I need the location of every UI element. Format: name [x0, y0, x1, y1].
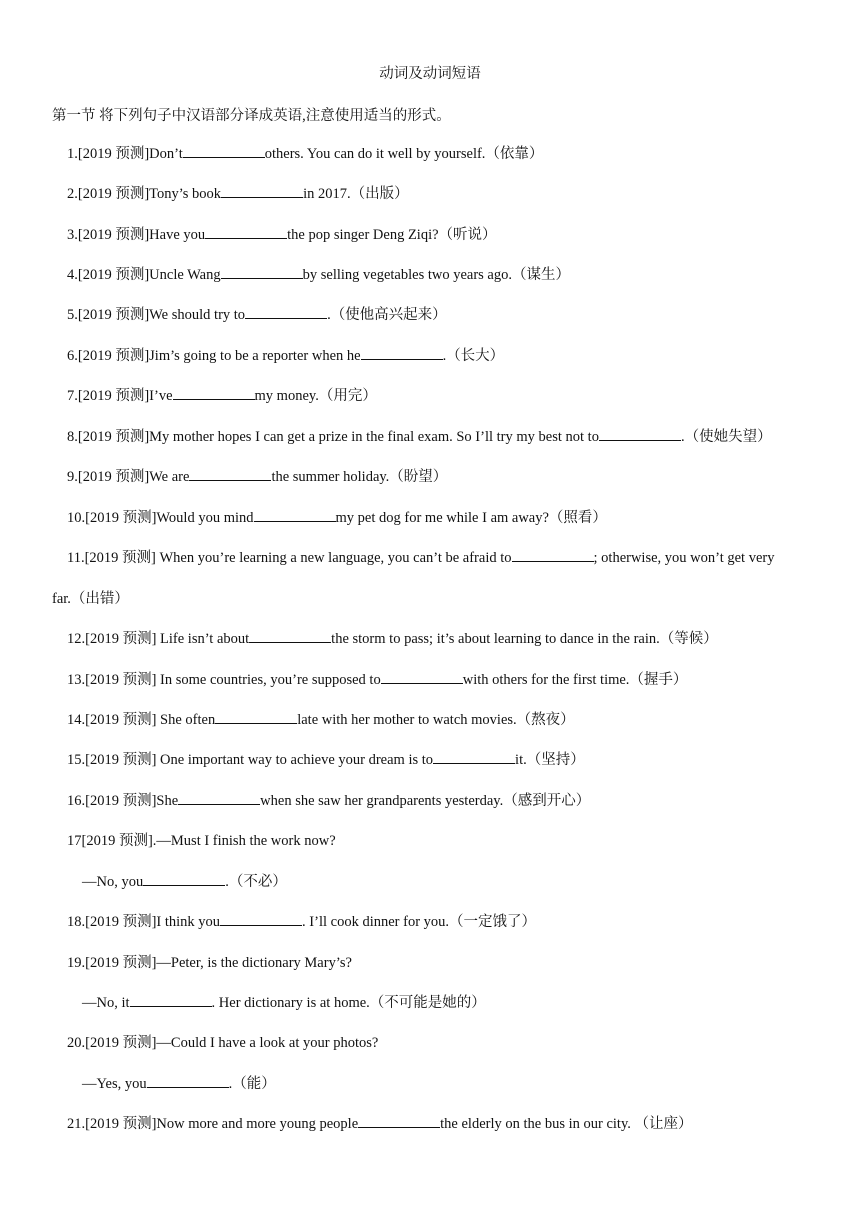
answer-blank[interactable] — [381, 671, 463, 684]
question-text: my pet dog for me while I am away?（照看） — [335, 510, 607, 526]
question-21 — [67, 1115, 693, 1133]
question-8 — [67, 428, 772, 446]
question-16 — [67, 792, 590, 810]
question-9 — [67, 468, 447, 486]
question-10 — [67, 509, 607, 527]
answer-blank[interactable] — [215, 711, 297, 724]
answer-blank[interactable] — [147, 1075, 229, 1088]
answer-blank[interactable] — [221, 266, 303, 279]
answer-blank[interactable] — [183, 145, 265, 158]
question-text: 12.[2019 预测] Life isn’t about — [67, 631, 250, 647]
answer-blank[interactable] — [220, 913, 302, 926]
answer-blank[interactable] — [254, 509, 336, 522]
question-text: others. You can do it well by yourself.（依靠） — [264, 146, 544, 162]
answer-blank[interactable] — [130, 994, 212, 1007]
question-text: 13.[2019 预测] In some countries, you’re supposed to — [67, 672, 381, 688]
question-text: 16.[2019 预测]She — [67, 793, 179, 809]
question-text: the storm to pass; it’s about learning to dance in the rain.（等候） — [331, 631, 718, 647]
question-14 — [67, 711, 575, 729]
question-5 — [67, 306, 447, 324]
question-text: 10.[2019 预测]Would you mind — [67, 510, 254, 526]
question-text: .（使他高兴起来） — [327, 307, 447, 323]
answer-blank[interactable] — [512, 549, 594, 562]
page-title: 动词及动词短语 — [379, 66, 481, 82]
question-text: it.（坚持） — [515, 752, 585, 768]
reply-text: .（能） — [228, 1076, 276, 1092]
section-heading: 第一节 将下列句子中汉语部分译成英语,注意使用适当的形式。 — [52, 108, 451, 124]
answer-blank[interactable] — [361, 347, 443, 360]
question-19: 19.[2019 预测]—Peter, is the dictionary Mary’s? — [67, 955, 352, 971]
question-17: 17[2019 预测].—Must I finish the work now? — [67, 833, 336, 849]
answer-blank[interactable] — [358, 1115, 440, 1128]
question-12 — [67, 630, 718, 648]
question-text: .（使她失望） — [680, 429, 772, 445]
answer-blank[interactable] — [189, 468, 271, 481]
reply-text: —No, it — [82, 995, 130, 1011]
answer-blank[interactable] — [173, 387, 255, 400]
question-text: 14.[2019 预测] She often — [67, 712, 216, 728]
question-text: 11.[2019 预测] When you’re learning a new language, you can’t be afraid to — [67, 550, 512, 566]
question-text: 1.[2019 预测]Don’t — [67, 146, 183, 162]
answer-blank[interactable] — [245, 306, 327, 319]
question-text: when she saw her grandparents yesterday.（感到开心） — [260, 793, 591, 809]
question-text: 5.[2019 预测]We should try to — [67, 307, 246, 323]
question-text: the summer holiday.（盼望） — [271, 469, 448, 485]
question-1 — [67, 145, 543, 163]
question-text: my money.（用完） — [254, 388, 377, 404]
question-6 — [67, 347, 504, 365]
question-text: .（长大） — [442, 348, 505, 364]
question-text: the pop singer Deng Ziqi?（听说） — [287, 227, 497, 243]
reply-text: —Yes, you — [82, 1076, 147, 1092]
question-text: 6.[2019 预测]Jim’s going to be a reporter when he — [67, 348, 361, 364]
question-4 — [67, 266, 570, 284]
question-18 — [67, 913, 536, 931]
question-text: late with her mother to watch movies.（熬夜） — [297, 712, 575, 728]
question-text: 9.[2019 预测]We are — [67, 469, 190, 485]
answer-blank[interactable] — [178, 792, 260, 805]
question-text: 8.[2019 预测]My mother hopes I can get a prize in the final exam. So I’ll try my best not to — [67, 429, 599, 445]
answer-blank[interactable] — [433, 751, 515, 764]
answer-blank[interactable] — [143, 873, 225, 886]
question-2 — [67, 185, 409, 203]
answer-blank[interactable] — [249, 630, 331, 643]
question-11 — [67, 549, 774, 567]
answer-blank[interactable] — [221, 185, 303, 198]
question-13 — [67, 671, 687, 689]
question-17-reply — [82, 873, 287, 891]
question-text: the elderly on the bus in our city. （让座） — [440, 1116, 693, 1132]
question-20-reply — [82, 1075, 276, 1093]
question-text: 18.[2019 预测]I think you — [67, 914, 221, 930]
question-text: 2.[2019 预测]Tony’s book — [67, 186, 222, 202]
answer-blank[interactable] — [599, 428, 681, 441]
reply-text: . Her dictionary is at home.（不可能是她的） — [211, 995, 486, 1011]
question-20: 20.[2019 预测]—Could I have a look at your photos? — [67, 1035, 379, 1051]
question-7 — [67, 387, 377, 405]
question-11-continuation: far.（出错） — [52, 591, 129, 607]
answer-blank[interactable] — [205, 226, 287, 239]
question-text: . I’ll cook dinner for you.（一定饿了） — [302, 914, 537, 930]
question-text: 4.[2019 预测]Uncle Wang — [67, 267, 221, 283]
question-text: 7.[2019 预测]I’ve — [67, 388, 173, 404]
question-19-reply — [82, 994, 486, 1012]
question-text: 15.[2019 预测] One important way to achieve your dream is to — [67, 752, 434, 768]
question-15 — [67, 751, 585, 769]
question-text: in 2017.（出版） — [303, 186, 409, 202]
question-text: with others for the first time.（握手） — [462, 672, 688, 688]
reply-text: —No, you — [82, 874, 144, 890]
question-text: by selling vegetables two years ago.（谋生） — [302, 267, 570, 283]
question-3 — [67, 226, 497, 244]
question-text: 21.[2019 预测]Now more and more young people — [67, 1116, 359, 1132]
question-text: ; otherwise, you won’t get very — [593, 550, 775, 566]
reply-text: .（不必） — [225, 874, 287, 890]
question-text: 3.[2019 预测]Have you — [67, 227, 206, 243]
